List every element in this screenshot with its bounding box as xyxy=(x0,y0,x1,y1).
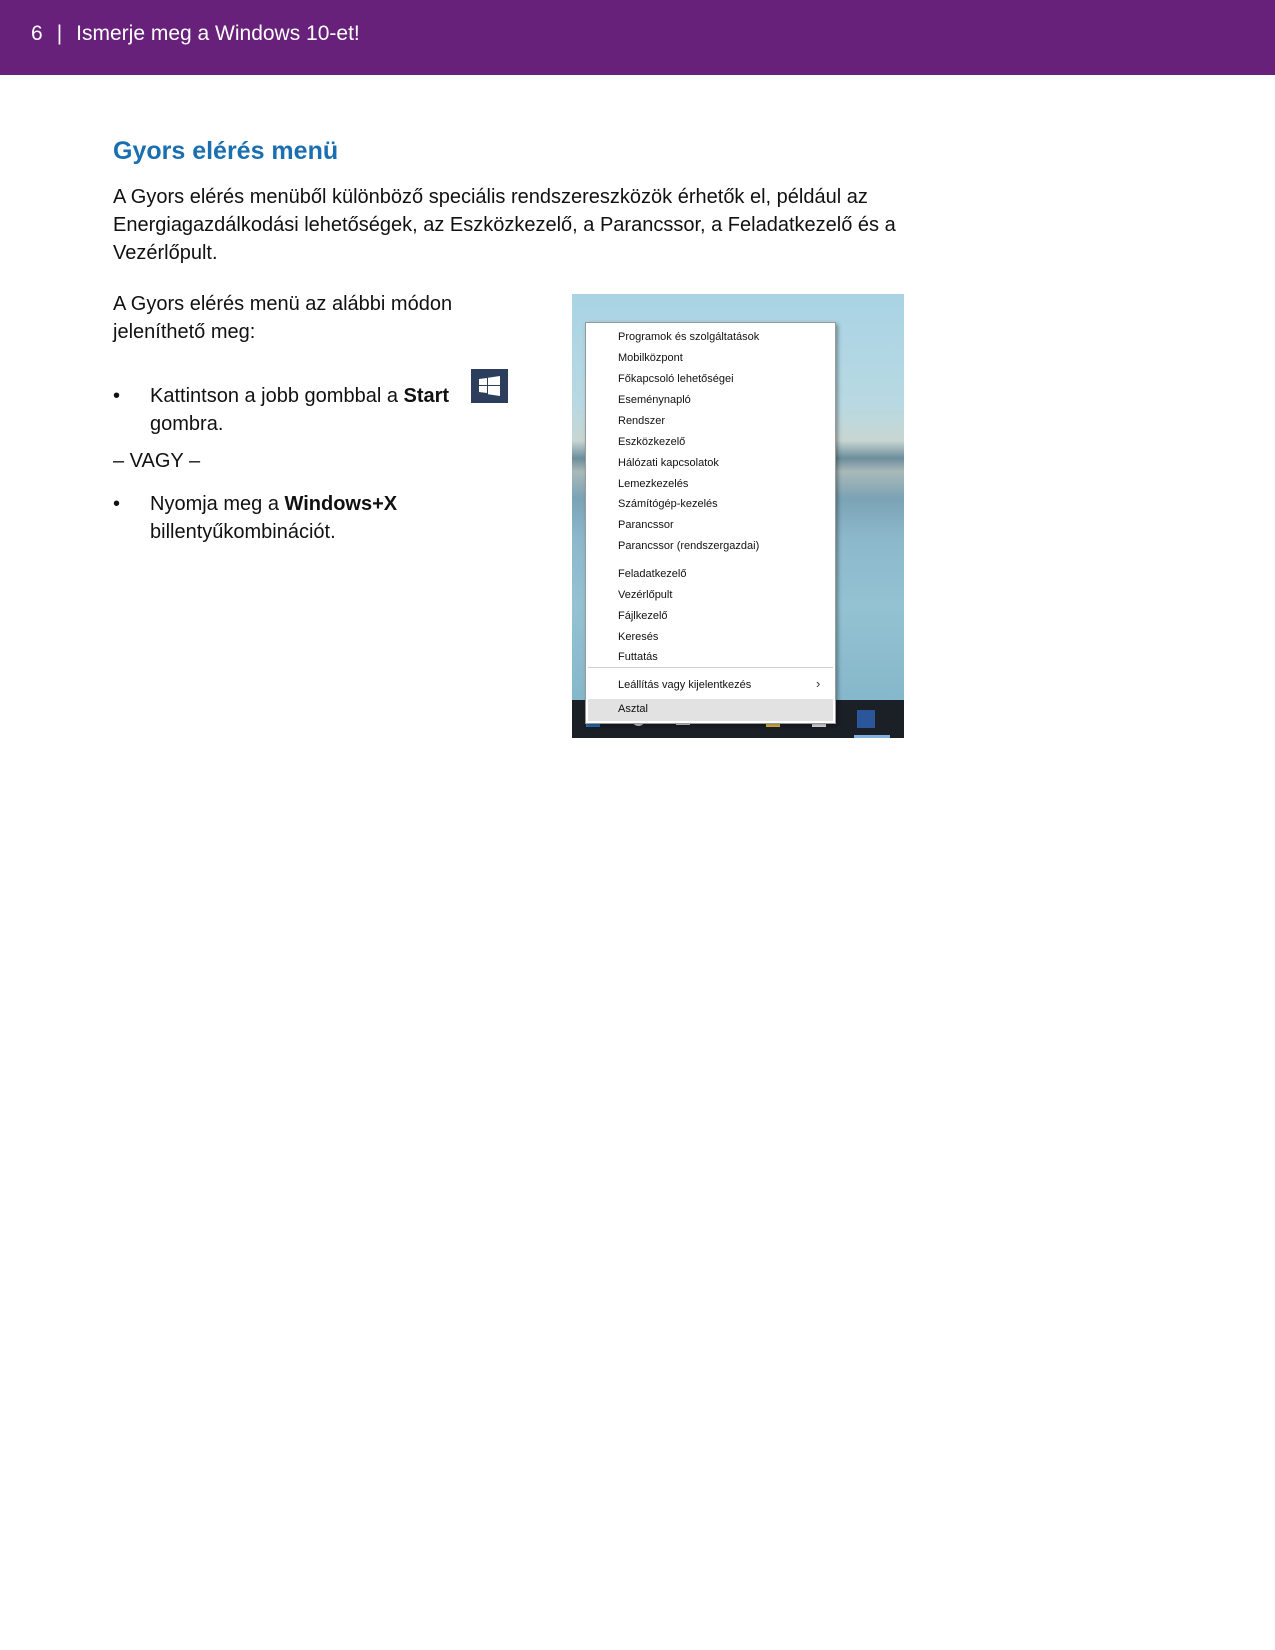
bullet-suffix: billentyűkombinációt. xyxy=(150,521,336,543)
windows-logo-icon xyxy=(471,369,508,403)
bullet-bold: Start xyxy=(403,385,450,407)
menu-item[interactable]: Számítógép-kezelés xyxy=(618,498,718,510)
menu-item[interactable]: Futtatás xyxy=(618,651,658,663)
menu-item[interactable]: Eseménynapló xyxy=(618,394,691,406)
menu-item-shutdown[interactable]: Leállítás vagy kijelentkezés xyxy=(618,679,752,691)
active-app-indicator xyxy=(854,735,890,738)
intro-paragraph: A Gyors elérés menüből különböző speciális rendszereszközök érhetők el, például az Energiagazdálkodási lehetőségek, az Eszközkezelő, a Parancssor, a Feladatkezelő és a Vezérlőpult. xyxy=(113,186,896,264)
quick-access-menu xyxy=(585,322,836,724)
word-icon[interactable] xyxy=(857,710,875,728)
header-separator: | xyxy=(56,22,63,45)
menu-item[interactable]: Eszközkezelő xyxy=(618,436,686,448)
section-title: Gyors elérés menü xyxy=(113,137,339,165)
page-header xyxy=(0,0,1275,75)
menu-item[interactable]: Hálózati kapcsolatok xyxy=(618,457,719,469)
menu-item[interactable]: Feladatkezelő xyxy=(618,568,687,580)
header-text xyxy=(31,22,360,46)
menu-item[interactable]: Rendszer xyxy=(618,415,666,427)
chevron-right-icon: › xyxy=(816,676,821,691)
menu-item[interactable]: Fájlkezelő xyxy=(618,610,668,622)
bullet-icon: • xyxy=(113,385,121,407)
page-number: 6 xyxy=(31,22,43,45)
menu-item[interactable]: Főkapcsoló lehetőségei xyxy=(618,373,734,385)
quick-access-screenshot xyxy=(572,294,904,738)
lead-paragraph: A Gyors elérés menü az alábbi módon jeleníthető meg: xyxy=(113,293,453,343)
header-title: Ismerje meg a Windows 10-et! xyxy=(76,22,360,45)
menu-item[interactable]: Lemezkezelés xyxy=(618,478,689,490)
menu-item[interactable]: Parancssor xyxy=(618,519,674,531)
bullet-bold: Windows+X xyxy=(284,493,398,515)
menu-item[interactable]: Programok és szolgáltatások xyxy=(618,331,760,343)
bullet-prefix: Kattintson a jobb gombbal a xyxy=(150,385,404,407)
bullet-icon: • xyxy=(113,493,121,515)
bullet-suffix: gombra. xyxy=(150,413,224,435)
bullet-prefix: Nyomja meg a xyxy=(150,493,285,515)
or-separator: – VAGY – xyxy=(113,450,201,472)
menu-item[interactable]: Parancssor (rendszergazdai) xyxy=(618,540,760,552)
menu-divider xyxy=(588,667,833,668)
menu-item[interactable]: Vezérlőpult xyxy=(618,589,673,601)
bullet-text xyxy=(150,490,530,546)
menu-item[interactable]: Keresés xyxy=(618,631,659,643)
menu-item[interactable]: Mobilközpont xyxy=(618,352,683,364)
menu-item-desktop[interactable]: Asztal xyxy=(618,703,648,715)
